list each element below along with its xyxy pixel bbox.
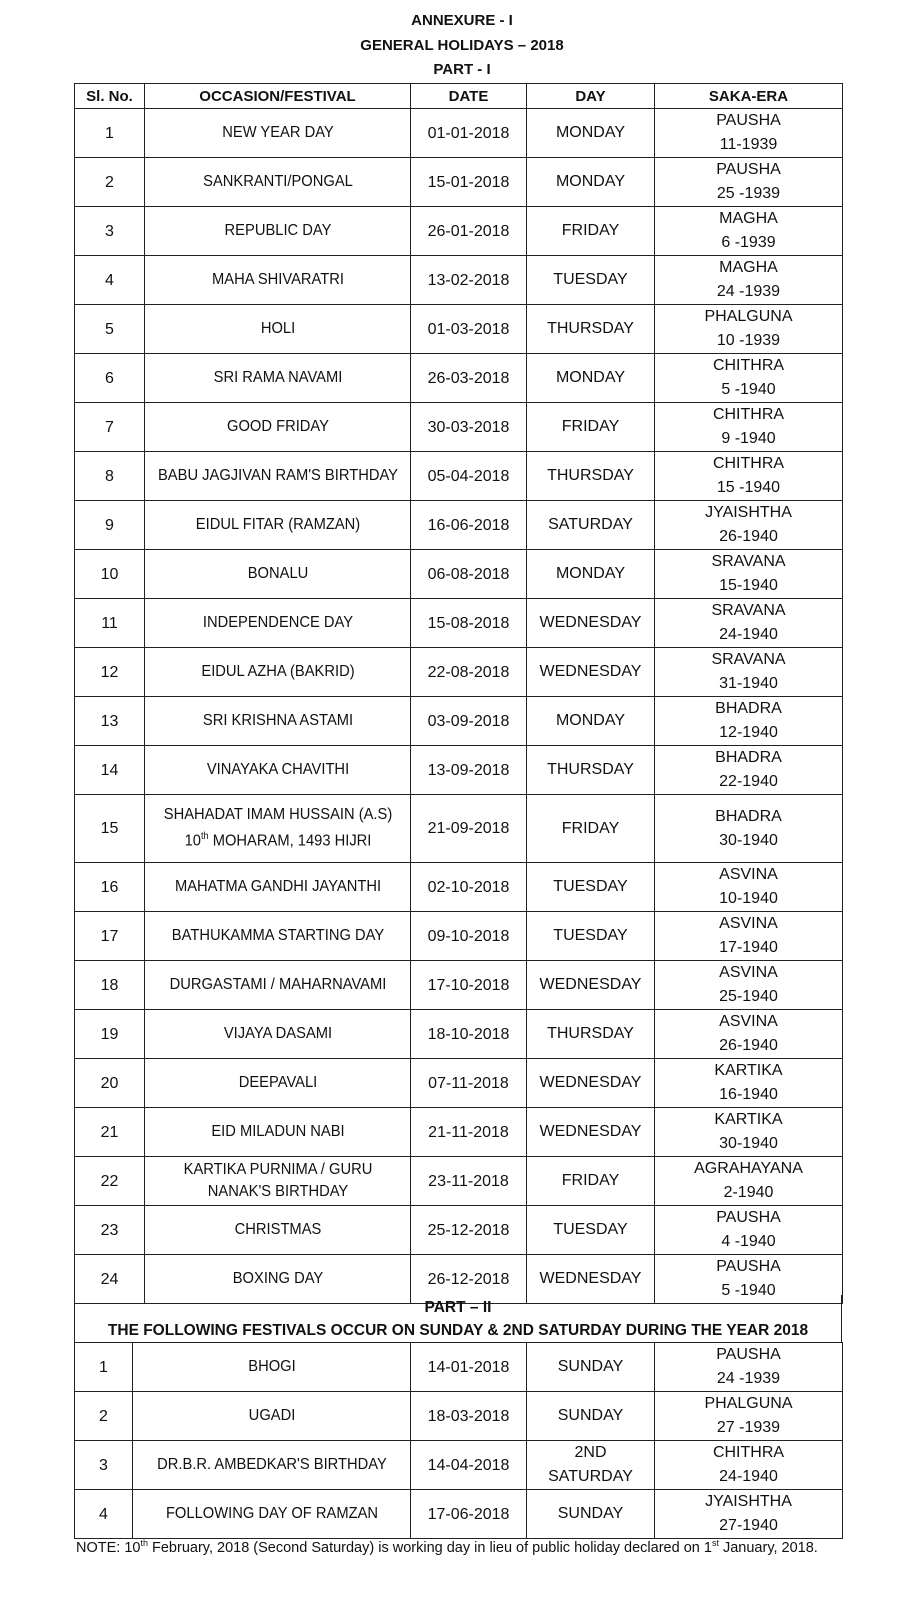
sl-no-cell: 2 bbox=[75, 158, 145, 207]
sl-no-cell: 3 bbox=[75, 207, 145, 256]
saka-era-cell: CHITHRA 9 -1940 bbox=[655, 403, 843, 452]
occasion-cell: EID MILADUN NABI bbox=[155, 1108, 400, 1157]
date-cell: 14-04-2018 bbox=[411, 1441, 527, 1490]
saka-era-cell: AGRAHAYANA 2-1940 bbox=[655, 1157, 843, 1206]
saka-era-cell: PAUSHA 11-1939 bbox=[655, 109, 843, 158]
day-cell: WEDNESDAY bbox=[527, 1059, 655, 1108]
day-cell: SATURDAY bbox=[527, 501, 655, 550]
saka-era-cell: ASVINA 10-1940 bbox=[655, 863, 843, 912]
table-row bbox=[75, 550, 843, 599]
saka-era-cell: PHALGUNA 27 -1939 bbox=[655, 1392, 843, 1441]
day-cell: WEDNESDAY bbox=[527, 599, 655, 648]
date-cell: 26-12-2018 bbox=[411, 1255, 527, 1304]
date-cell: 15-01-2018 bbox=[411, 158, 527, 207]
table-row bbox=[75, 1206, 843, 1255]
saka-era-cell: KARTIKA 30-1940 bbox=[655, 1108, 843, 1157]
sl-no-cell: 21 bbox=[75, 1108, 145, 1157]
occasion-cell: SRI RAMA NAVAMI bbox=[155, 354, 400, 403]
column-header-sl-no: Sl. No. bbox=[75, 84, 145, 109]
sl-no-cell: 3 bbox=[75, 1441, 133, 1490]
date-cell: 13-02-2018 bbox=[411, 256, 527, 305]
footnote bbox=[76, 1538, 876, 1556]
occasion-cell: CHRISTMAS bbox=[155, 1206, 400, 1255]
day-cell: MONDAY bbox=[527, 697, 655, 746]
sl-no-cell: 20 bbox=[75, 1059, 145, 1108]
day-cell: WEDNESDAY bbox=[527, 1255, 655, 1304]
footnote-text-b: February, 2018 (Second Saturday) is working day in lieu of public holiday declared on 1 bbox=[147, 1539, 712, 1556]
occasion-cell: BONALU bbox=[155, 550, 400, 599]
day-cell: WEDNESDAY bbox=[527, 648, 655, 697]
day-cell: THURSDAY bbox=[527, 305, 655, 354]
saka-era-cell: BHADRA 30-1940 bbox=[655, 795, 843, 863]
sl-no-cell: 17 bbox=[75, 912, 145, 961]
occasion-cell: KARTIKA PURNIMA / GURU NANAK'S BIRTHDAY bbox=[155, 1157, 400, 1206]
date-cell: 14-01-2018 bbox=[411, 1343, 527, 1392]
date-cell: 25-12-2018 bbox=[411, 1206, 527, 1255]
table-row bbox=[75, 207, 843, 256]
day-cell: TUESDAY bbox=[527, 1206, 655, 1255]
occasion-cell: BHOGI bbox=[144, 1343, 400, 1392]
day-cell: 2ND SATURDAY bbox=[527, 1441, 655, 1490]
saka-era-cell: PAUSHA 24 -1939 bbox=[655, 1343, 843, 1392]
occasion-cell: MAHATMA GANDHI JAYANTHI bbox=[155, 863, 400, 912]
column-header-date: DATE bbox=[411, 84, 527, 109]
sl-no-cell: 4 bbox=[75, 1490, 133, 1539]
saka-era-cell: PHALGUNA 10 -1939 bbox=[655, 305, 843, 354]
day-cell: MONDAY bbox=[527, 550, 655, 599]
date-cell: 13-09-2018 bbox=[411, 746, 527, 795]
table-row bbox=[75, 746, 843, 795]
saka-era-cell: ASVINA 17-1940 bbox=[655, 912, 843, 961]
sl-no-cell: 2 bbox=[75, 1392, 133, 1441]
day-cell: SUNDAY bbox=[527, 1392, 655, 1441]
sl-no-cell: 24 bbox=[75, 1255, 145, 1304]
saka-era-cell: JYAISHTHA 27-1940 bbox=[655, 1490, 843, 1539]
table-row bbox=[75, 1441, 843, 1490]
date-cell: 02-10-2018 bbox=[411, 863, 527, 912]
part1-heading: PART - I bbox=[433, 61, 491, 78]
part2-holiday-table bbox=[74, 1342, 843, 1539]
table-row bbox=[75, 305, 843, 354]
day-cell: WEDNESDAY bbox=[527, 1108, 655, 1157]
saka-era-cell: PAUSHA 25 -1939 bbox=[655, 158, 843, 207]
sl-no-cell: 1 bbox=[75, 1343, 133, 1392]
occasion-cell: BATHUKAMMA STARTING DAY bbox=[155, 912, 400, 961]
column-header-occasion: OCCASION/FESTIVAL bbox=[145, 84, 411, 109]
occasion-cell: INDEPENDENCE DAY bbox=[155, 599, 400, 648]
sl-no-cell: 4 bbox=[75, 256, 145, 305]
day-cell: FRIDAY bbox=[527, 795, 655, 863]
table-row bbox=[75, 354, 843, 403]
day-cell: SUNDAY bbox=[527, 1490, 655, 1539]
date-cell: 26-01-2018 bbox=[411, 207, 527, 256]
day-cell: TUESDAY bbox=[527, 256, 655, 305]
table-row bbox=[75, 697, 843, 746]
date-cell: 21-11-2018 bbox=[411, 1108, 527, 1157]
date-cell: 21-09-2018 bbox=[411, 795, 527, 863]
day-cell: TUESDAY bbox=[527, 863, 655, 912]
table-row bbox=[75, 1108, 843, 1157]
date-cell: 23-11-2018 bbox=[411, 1157, 527, 1206]
day-cell: THURSDAY bbox=[527, 746, 655, 795]
sl-no-cell: 10 bbox=[75, 550, 145, 599]
day-cell: SUNDAY bbox=[527, 1343, 655, 1392]
day-cell: TUESDAY bbox=[527, 912, 655, 961]
saka-era-cell: BHADRA 12-1940 bbox=[655, 697, 843, 746]
occasion-cell: SANKRANTI/PONGAL bbox=[155, 158, 400, 207]
saka-era-cell: CHITHRA 5 -1940 bbox=[655, 354, 843, 403]
sl-no-cell: 16 bbox=[75, 863, 145, 912]
table-row bbox=[75, 452, 843, 501]
occasion-cell: GOOD FRIDAY bbox=[155, 403, 400, 452]
sl-no-cell: 8 bbox=[75, 452, 145, 501]
occasion-cell: EIDUL AZHA (BAKRID) bbox=[155, 648, 400, 697]
occasion-cell bbox=[155, 795, 400, 863]
table-row bbox=[75, 1157, 843, 1206]
date-cell: 16-06-2018 bbox=[411, 501, 527, 550]
date-cell: 17-10-2018 bbox=[411, 961, 527, 1010]
table-row bbox=[75, 599, 843, 648]
saka-era-cell: PAUSHA 4 -1940 bbox=[655, 1206, 843, 1255]
table-row bbox=[75, 256, 843, 305]
table-row bbox=[75, 1392, 843, 1441]
day-cell: MONDAY bbox=[527, 158, 655, 207]
footnote-text-c: January, 2018. bbox=[718, 1539, 818, 1556]
table-row bbox=[75, 795, 843, 863]
part1-holiday-table bbox=[74, 83, 843, 1304]
saka-era-cell: SRAVANA 31-1940 bbox=[655, 648, 843, 697]
occasion-cell: EIDUL FITAR (RAMZAN) bbox=[155, 501, 400, 550]
saka-era-cell: SRAVANA 24-1940 bbox=[655, 599, 843, 648]
saka-era-cell: SRAVANA 15-1940 bbox=[655, 550, 843, 599]
footnote-sup-a: th bbox=[140, 1538, 148, 1548]
table-row bbox=[75, 1010, 843, 1059]
date-cell: 15-08-2018 bbox=[411, 599, 527, 648]
occasion-cell: VIJAYA DASAMI bbox=[155, 1010, 400, 1059]
table-row bbox=[75, 648, 843, 697]
day-cell: WEDNESDAY bbox=[527, 961, 655, 1010]
occasion-cell: DR.B.R. AMBEDKAR'S BIRTHDAY bbox=[144, 1441, 400, 1490]
sl-no-cell: 12 bbox=[75, 648, 145, 697]
table-row bbox=[75, 403, 843, 452]
date-cell: 01-01-2018 bbox=[411, 109, 527, 158]
part2-subtitle: THE FOLLOWING FESTIVALS OCCUR ON SUNDAY & 2ND SATURDAY DURING THE YEAR 2018 bbox=[107, 1322, 809, 1339]
table-header-row bbox=[75, 84, 843, 109]
date-cell: 07-11-2018 bbox=[411, 1059, 527, 1108]
saka-era-cell: CHITHRA 24-1940 bbox=[655, 1441, 843, 1490]
saka-era-cell: KARTIKA 16-1940 bbox=[655, 1059, 843, 1108]
column-header-day: DAY bbox=[527, 84, 655, 109]
day-cell: MONDAY bbox=[527, 354, 655, 403]
annexure-heading: ANNEXURE - I bbox=[411, 12, 513, 29]
occasion-text-continued: MOHARAM, 1493 HIJRI bbox=[208, 832, 371, 850]
table-row bbox=[75, 109, 843, 158]
date-cell: 26-03-2018 bbox=[411, 354, 527, 403]
sl-no-cell: 23 bbox=[75, 1206, 145, 1255]
sl-no-cell: 5 bbox=[75, 305, 145, 354]
sl-no-cell: 11 bbox=[75, 599, 145, 648]
occasion-cell: NEW YEAR DAY bbox=[155, 109, 400, 158]
sl-no-cell: 13 bbox=[75, 697, 145, 746]
table-row bbox=[75, 1490, 843, 1539]
date-cell: 18-10-2018 bbox=[411, 1010, 527, 1059]
table-row bbox=[75, 961, 843, 1010]
saka-era-cell: MAGHA 24 -1939 bbox=[655, 256, 843, 305]
day-cell: MONDAY bbox=[527, 109, 655, 158]
occasion-cell: BABU JAGJIVAN RAM'S BIRTHDAY bbox=[155, 452, 400, 501]
day-cell: FRIDAY bbox=[527, 1157, 655, 1206]
saka-era-cell: CHITHRA 15 -1940 bbox=[655, 452, 843, 501]
day-cell: THURSDAY bbox=[527, 452, 655, 501]
occasion-cell: FOLLOWING DAY OF RAMZAN bbox=[144, 1490, 400, 1539]
saka-era-cell: PAUSHA 5 -1940 bbox=[655, 1255, 843, 1304]
saka-era-cell: ASVINA 25-1940 bbox=[655, 961, 843, 1010]
saka-era-cell: JYAISHTHA 26-1940 bbox=[655, 501, 843, 550]
column-header-saka-era: SAKA-ERA bbox=[655, 84, 843, 109]
date-cell: 05-04-2018 bbox=[411, 452, 527, 501]
table-row bbox=[75, 912, 843, 961]
occasion-cell: BOXING DAY bbox=[155, 1255, 400, 1304]
footnote-sup-b: st bbox=[711, 1538, 719, 1548]
date-cell: 17-06-2018 bbox=[411, 1490, 527, 1539]
occasion-cell: HOLI bbox=[155, 305, 400, 354]
day-cell: THURSDAY bbox=[527, 1010, 655, 1059]
sl-no-cell: 14 bbox=[75, 746, 145, 795]
date-cell: 01-03-2018 bbox=[411, 305, 527, 354]
sl-no-cell: 9 bbox=[75, 501, 145, 550]
date-cell: 06-08-2018 bbox=[411, 550, 527, 599]
occasion-cell: DEEPAVALI bbox=[155, 1059, 400, 1108]
saka-era-cell: ASVINA 26-1940 bbox=[655, 1010, 843, 1059]
footnote-text-a: NOTE: 10 bbox=[76, 1539, 141, 1556]
occasion-cell: UGADI bbox=[144, 1392, 400, 1441]
day-cell: FRIDAY bbox=[527, 207, 655, 256]
sl-no-cell: 7 bbox=[75, 403, 145, 452]
sl-no-cell: 15 bbox=[75, 795, 145, 863]
document-title: GENERAL HOLIDAYS – 2018 bbox=[360, 37, 564, 54]
table-row bbox=[75, 1059, 843, 1108]
occasion-cell: MAHA SHIVARATRI bbox=[155, 256, 400, 305]
sl-no-cell: 1 bbox=[75, 109, 145, 158]
sl-no-cell: 6 bbox=[75, 354, 145, 403]
occasion-superscript: th bbox=[200, 831, 209, 843]
occasion-cell: REPUBLIC DAY bbox=[155, 207, 400, 256]
date-cell: 30-03-2018 bbox=[411, 403, 527, 452]
sl-no-cell: 22 bbox=[75, 1157, 145, 1206]
part2-heading: PART – II bbox=[424, 1299, 492, 1316]
occasion-text: SHAHADAT IMAM HUSSAIN (A.S) 10 bbox=[163, 806, 392, 850]
saka-era-cell: BHADRA 22-1940 bbox=[655, 746, 843, 795]
table-row bbox=[75, 1343, 843, 1392]
date-cell: 03-09-2018 bbox=[411, 697, 527, 746]
occasion-cell: SRI KRISHNA ASTAMI bbox=[155, 697, 400, 746]
occasion-cell: VINAYAKA CHAVITHI bbox=[155, 746, 400, 795]
part2-heading-block bbox=[74, 1295, 842, 1343]
sl-no-cell: 19 bbox=[75, 1010, 145, 1059]
date-cell: 22-08-2018 bbox=[411, 648, 527, 697]
date-cell: 18-03-2018 bbox=[411, 1392, 527, 1441]
saka-era-cell: MAGHA 6 -1939 bbox=[655, 207, 843, 256]
day-cell: FRIDAY bbox=[527, 403, 655, 452]
occasion-cell: DURGASTAMI / MAHARNAVAMI bbox=[155, 961, 400, 1010]
table-row bbox=[75, 158, 843, 207]
table-row bbox=[75, 501, 843, 550]
table-row bbox=[75, 863, 843, 912]
sl-no-cell: 18 bbox=[75, 961, 145, 1010]
date-cell: 09-10-2018 bbox=[411, 912, 527, 961]
